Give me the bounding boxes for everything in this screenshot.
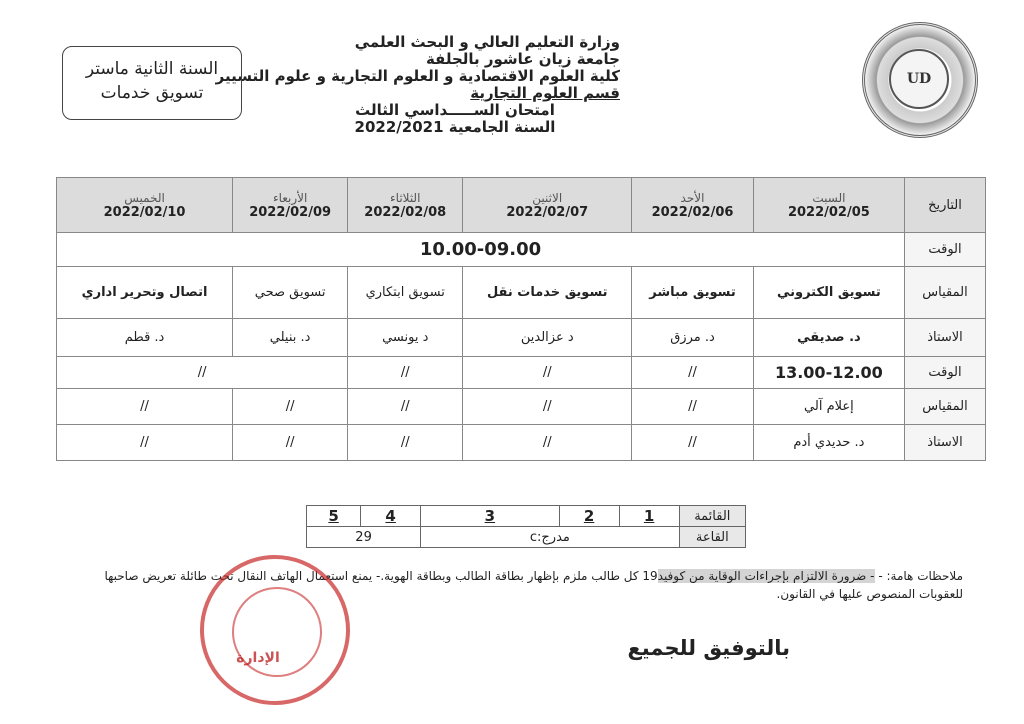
empty-mark: // — [57, 357, 348, 389]
list-number: 5 — [307, 506, 361, 527]
empty-mark: // — [463, 389, 632, 425]
teacher-cell: د. صديقي — [753, 319, 904, 357]
hall-value: مدرج:c — [421, 527, 679, 548]
time-slot-2: 13.00-12.00 — [753, 357, 904, 389]
empty-mark: // — [57, 425, 233, 461]
subject-row-1 — [57, 267, 986, 319]
hall-value: 29 — [307, 527, 421, 548]
notes-rest: 19 كل طالب ملزم بإظهار بطاقة الطالب وبطاقة الهوية.- يمنع استعمال الهاتف النقال تحت طائلة تعريض صاحبها للعقوبات المنصوص عليها في القانون. — [104, 569, 963, 601]
label-teacher: الاستاذ — [905, 425, 986, 461]
label-date: التاريخ — [905, 178, 986, 233]
university-logo — [862, 22, 978, 138]
stamp-text: الإدارة — [236, 650, 280, 666]
label-subject: المقياس — [905, 267, 986, 319]
list-number: 3 — [421, 506, 559, 527]
teacher-cell: د يونسي — [348, 319, 463, 357]
subject-cell: تسويق صحي — [233, 267, 348, 319]
empty-mark: // — [348, 389, 463, 425]
day-cell: السبت 2022/02/05 — [753, 178, 904, 233]
time-row-2 — [57, 357, 986, 389]
faculty-name: كلية العلوم الاقتصادية و العلوم التجارية و علوم التسيير — [215, 67, 620, 85]
ministry-name: وزارة التعليم العالي و البحث العلمي — [354, 33, 620, 51]
subject-cell: إعلام آلي — [753, 389, 904, 425]
closing-message: بالتوفيق للجميع — [627, 636, 790, 660]
label-time: الوقت — [905, 357, 986, 389]
empty-mark: // — [463, 357, 632, 389]
teacher-row-2 — [57, 425, 986, 461]
day-cell: الأربعاء 2022/02/09 — [233, 178, 348, 233]
exam-schedule-table — [56, 177, 986, 461]
subject-cell: اتصال وتحرير اداري — [57, 267, 233, 319]
halls-table — [306, 505, 746, 548]
day-cell: الثلاثاء 2022/02/08 — [348, 178, 463, 233]
academic-year: السنة الجامعية 2022/2021 — [354, 118, 556, 136]
official-stamp — [200, 555, 350, 705]
subject-cell: تسويق مباشر — [632, 267, 754, 319]
dates-row — [57, 178, 986, 233]
label-teacher: الاستاذ — [905, 319, 986, 357]
subject-row-2 — [57, 389, 986, 425]
empty-mark: // — [463, 425, 632, 461]
empty-mark: // — [632, 357, 754, 389]
hall-label: القاعة — [679, 527, 745, 548]
subject-cell: تسويق الكتروني — [753, 267, 904, 319]
hall-row — [307, 527, 746, 548]
university-name: جامعة زيان عاشور بالجلفة — [425, 50, 620, 68]
subject-cell: تسويق خدمات نقل — [463, 267, 632, 319]
teacher-cell: د. مرزق — [632, 319, 754, 357]
teacher-row-1 — [57, 319, 986, 357]
day-cell: الأحد 2022/02/06 — [632, 178, 754, 233]
list-label: القائمة — [679, 506, 745, 527]
empty-mark: // — [632, 389, 754, 425]
list-number: 1 — [619, 506, 679, 527]
document-header — [215, 33, 620, 136]
list-number: 4 — [361, 506, 421, 527]
list-row — [307, 506, 746, 527]
level-line1: السنة الثانية ماستر — [85, 59, 219, 79]
day-cell: الاثنين 2022/02/07 — [463, 178, 632, 233]
time-row-1 — [57, 233, 986, 267]
empty-mark: // — [632, 425, 754, 461]
exam-title: امتحان الســـــداسي الثالث — [355, 101, 555, 119]
teacher-cell: د. حديدي أدم — [753, 425, 904, 461]
teacher-cell: د. بنيلي — [233, 319, 348, 357]
level-box — [62, 46, 242, 120]
label-time: الوقت — [905, 233, 986, 267]
empty-mark: // — [348, 425, 463, 461]
empty-mark: // — [348, 357, 463, 389]
day-cell: الخميس 2022/02/10 — [57, 178, 233, 233]
empty-mark: // — [233, 389, 348, 425]
empty-mark: // — [233, 425, 348, 461]
department-name: قسم العلوم التجارية — [470, 84, 620, 102]
logo-letters: UD — [889, 49, 949, 109]
list-number: 2 — [559, 506, 619, 527]
time-slot-1: 10.00-09.00 — [57, 233, 905, 267]
notes-prefix: ملاحظات هامة: - — [878, 569, 963, 583]
label-subject: المقياس — [905, 389, 986, 425]
subject-cell: تسويق ابتكاري — [348, 267, 463, 319]
teacher-cell: د عزالدين — [463, 319, 632, 357]
notes-highlight: - ضرورة الالتزام بإجراءات الوقاية من كوفيد — [657, 569, 875, 583]
teacher-cell: د. قطم — [57, 319, 233, 357]
empty-mark: // — [57, 389, 233, 425]
level-line2: تسويق خدمات — [100, 83, 204, 103]
